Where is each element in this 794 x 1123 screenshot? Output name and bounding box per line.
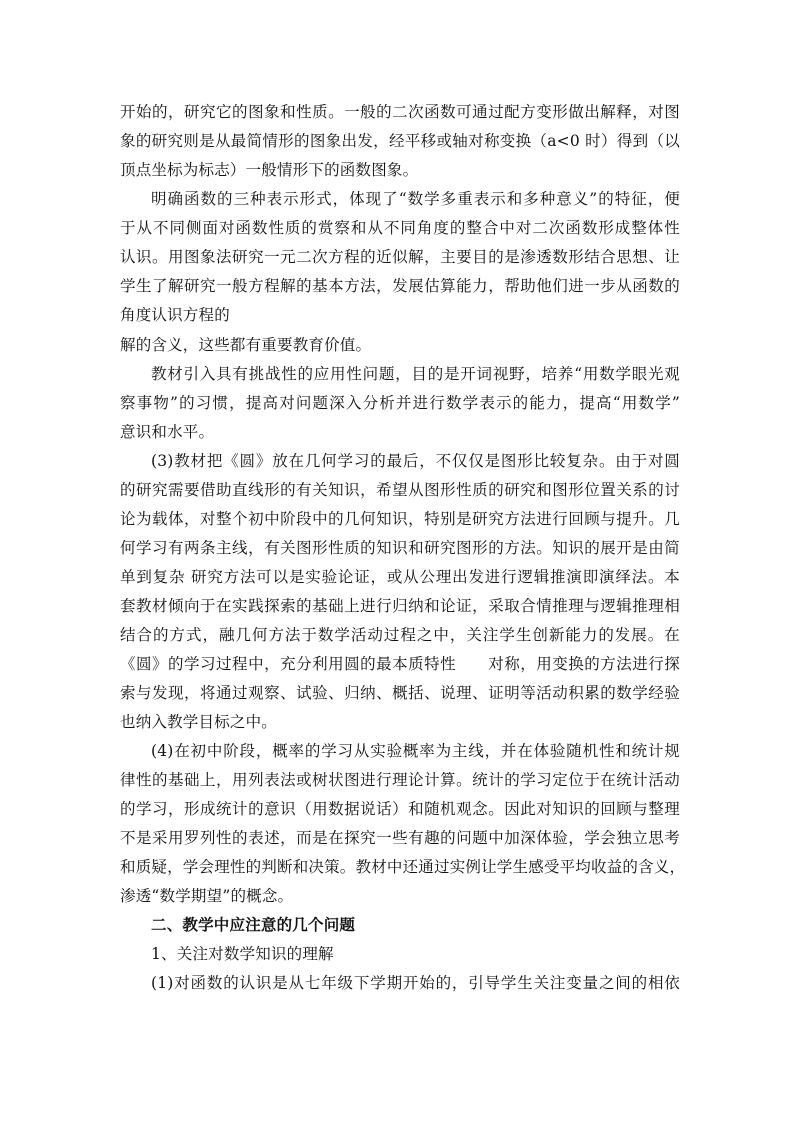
text-line: 律性的基础上，用列表法或树状图进行理论计算。统计的学习定位于在统计活动 (120, 771, 680, 789)
text-line: 套教材倾向于在实践探索的基础上进行归纳和论证，采取合情推理与逻辑推理相 (120, 597, 680, 615)
text-line: 解的含义，这些都有重要教育价值。 (120, 336, 372, 354)
paragraph-first-line: 明确函数的三种表示形式，体现了“数学多重表示和多种意义”的特征，便 (151, 190, 680, 208)
text-line: 学生了解研究一般方程解的基本方法，发展估算能力，帮助他们进一步从函数的 (120, 277, 680, 295)
text-line: 察事物”的习惯，提高对问题深入分析并进行数学表示的能力，提高“用数学” (120, 394, 680, 412)
text-line: 角度认识方程的 (120, 306, 230, 324)
text-line: 象的研究则是从最简情形的图象出发，经平移或轴对称变换（a<0 时）得到（以 (120, 132, 680, 150)
text-line: 和质疑，学会理性的判断和决策。教材中还通过实例让学生感受平均收益的含义， (120, 858, 686, 876)
text-line: 认识。用图象法研究一元二次方程的近似解，主要目的是渗透数形结合思想、让 (120, 248, 680, 266)
text-line: 也纳入教学目标之中。 (120, 713, 278, 731)
text-line: 论为载体，对整个初中阶段中的几何知识，特别是研究方法进行回顾与提升。几 (120, 510, 680, 528)
text-line: 的学习，形成统计的意识（用数据说话）和随机观念。因此对知识的回顾与整理 (120, 800, 680, 818)
text-line: 于从不同侧面对函数性质的赏察和从不同角度的整合中对二次函数形成整体性 (120, 219, 680, 237)
paragraph-first-line: 教材引入具有挑战性的应用性问题，目的是开词视野，培养“用数学眼光观 (151, 365, 680, 383)
text-line: 渗透“数学期望”的概念。 (120, 887, 294, 905)
section-heading: 二、教学中应注意的几个问题 (151, 915, 356, 934)
text-line: 顶点坐标为标志）一般情形下的函数图象。 (120, 161, 419, 179)
text-line: 索与发现，将通过观察、试验、归纳、概括、说理、证明等活动积累的数学经验 (120, 684, 680, 702)
paragraph-first-line: (3)教材把《圆》放在几何学习的最后，不仅仅是图形比较复杂。由于对圆 (151, 452, 680, 470)
subheading: 1、关注对数学知识的理解 (151, 945, 334, 963)
text-line: 意识和水平。 (120, 423, 215, 441)
text-line: 的研究需要借助直线形的有关知识，希望从图形性质的研究和图形位置关系的讨 (120, 481, 680, 499)
paragraph-first-line: (4)在初中阶段，概率的学习从实验概率为主线，并在体验随机性和统计规 (151, 742, 680, 760)
text-line: 单到复杂 研究方法可以是实验论证，或从公理出发进行逻辑推演即演绎法。本 (120, 568, 680, 586)
text-line: 结合的方式，融几何方法于数学活动过程之中，关注学生创新能力的发展。在 (120, 626, 680, 644)
paragraph-first-line: (1)对函数的认识是从七年级下学期开始的，引导学生关注变量之间的相依 (151, 974, 680, 992)
text-line: 开始的，研究它的图象和性质。一般的二次函数可通过配方变形做出解释，对图 (120, 103, 680, 121)
text-line: 何学习有两条主线，有关图形性质的知识和研究图形的方法。知识的展开是由简 (120, 539, 680, 557)
text-line: 不是采用罗列性的表述，而是在探究一些有趣的问题中加深体验，学会独立思考 (120, 829, 680, 847)
text-line: 《圆》的学习过程中，充分利用圆的最本质特性 对称，用变换的方法进行探 (120, 655, 680, 673)
